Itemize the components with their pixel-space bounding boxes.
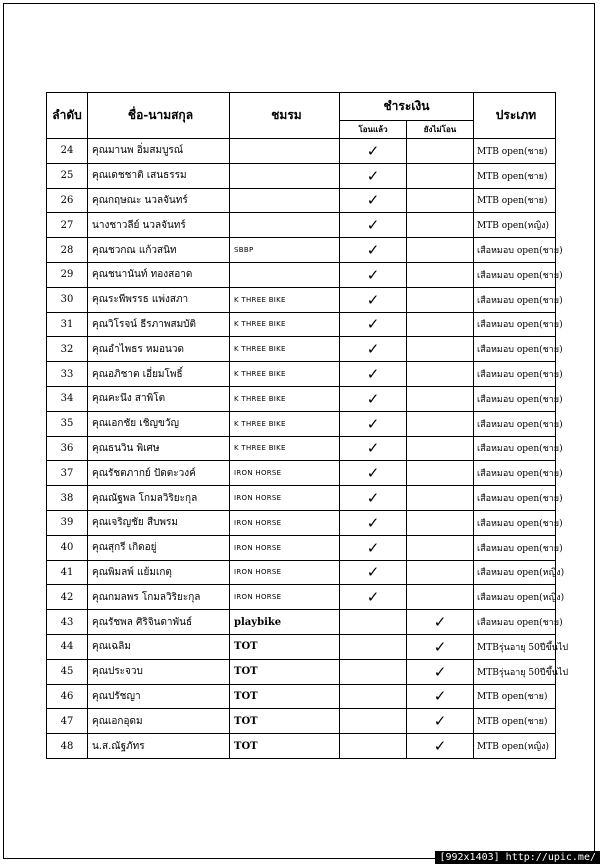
table-row	[47, 188, 556, 213]
row-type: เสือหมอบ open(ชาย)	[474, 486, 556, 511]
header-type: ประเภท	[474, 93, 556, 139]
row-paid-check	[340, 734, 407, 759]
table-row	[47, 659, 556, 684]
row-paid-check: ✓	[340, 312, 407, 337]
row-name: คุณมานพ อิ่มสมบูรณ์	[88, 139, 230, 164]
row-club: IRON HORSE	[230, 486, 340, 511]
row-club: playbike	[230, 610, 340, 635]
row-paid-check: ✓	[340, 461, 407, 486]
row-type: MTB open(หญิง)	[474, 734, 556, 759]
row-number: 32	[47, 337, 88, 362]
row-club: TOT	[230, 634, 340, 659]
header-club: ชมรม	[230, 93, 340, 139]
row-paid-check: ✓	[340, 436, 407, 461]
row-number: 41	[47, 560, 88, 585]
table-body	[47, 139, 569, 759]
row-unpaid-check	[407, 337, 474, 362]
row-unpaid-check	[407, 139, 474, 164]
header-paid: โอนแล้ว	[340, 121, 407, 139]
row-name: คุณปรัชญา	[88, 684, 230, 709]
row-number: 33	[47, 362, 88, 387]
row-unpaid-check	[407, 510, 474, 535]
row-name: คุณเดชชาติ เสนธรรม	[88, 163, 230, 188]
row-club: K THREE BIKE	[230, 436, 340, 461]
table-row	[47, 486, 556, 511]
row-name: น.ส.ณัฐภัทร	[88, 734, 230, 759]
row-number: 46	[47, 684, 88, 709]
row-paid-check: ✓	[340, 560, 407, 585]
table-row	[47, 436, 556, 461]
row-unpaid-check	[407, 362, 474, 387]
row-paid-check: ✓	[340, 535, 407, 560]
row-number: 31	[47, 312, 88, 337]
table-row	[47, 386, 556, 411]
row-type: เสือหมอบ open(ชาย)	[474, 610, 556, 635]
table-row	[47, 163, 556, 188]
row-paid-check: ✓	[340, 337, 407, 362]
row-type: เสือหมอบ open(หญิง)	[474, 560, 556, 585]
row-type: MTB open(ชาย)	[474, 188, 556, 213]
row-number: 27	[47, 213, 88, 238]
row-name: คุณณัฐพล โกมลวิริยะกุล	[88, 486, 230, 511]
row-unpaid-check	[407, 262, 474, 287]
row-club	[230, 188, 340, 213]
row-number: 42	[47, 585, 88, 610]
row-name: คุณเอกอุดม	[88, 709, 230, 734]
table-row	[47, 312, 556, 337]
registration-table	[46, 92, 569, 759]
row-name: คุณคะนึง สาพิโต	[88, 386, 230, 411]
row-club	[230, 262, 340, 287]
row-number: 29	[47, 262, 88, 287]
row-name: คุณวิโรจน์ ธีรภาพสมบัติ	[88, 312, 230, 337]
row-club: TOT	[230, 734, 340, 759]
table-row	[47, 585, 556, 610]
row-club: IRON HORSE	[230, 585, 340, 610]
row-unpaid-check	[407, 411, 474, 436]
row-unpaid-check: ✓	[407, 709, 474, 734]
table-row	[47, 461, 556, 486]
row-paid-check: ✓	[340, 386, 407, 411]
table-row	[47, 139, 556, 164]
table-row	[47, 411, 556, 436]
row-unpaid-check	[407, 585, 474, 610]
row-name: คุณกฤษณะ นวลจันทร์	[88, 188, 230, 213]
header-payment: ชำระเงิน	[340, 93, 474, 121]
row-type: MTB open(ชาย)	[474, 139, 556, 164]
row-paid-check: ✓	[340, 287, 407, 312]
row-type: เสือหมอบ open(ชาย)	[474, 262, 556, 287]
row-type: เสือหมอบ open(ชาย)	[474, 436, 556, 461]
row-club: IRON HORSE	[230, 510, 340, 535]
row-type: MTB open(ชาย)	[474, 709, 556, 734]
row-number: 45	[47, 659, 88, 684]
row-type: เสือหมอบ open(หญิง)	[474, 585, 556, 610]
row-paid-check: ✓	[340, 188, 407, 213]
row-paid-check	[340, 659, 407, 684]
row-club	[230, 139, 340, 164]
row-paid-check	[340, 684, 407, 709]
row-name: คุณระพีพรรธ แพ่งสภา	[88, 287, 230, 312]
table-row	[47, 560, 556, 585]
row-paid-check	[340, 610, 407, 635]
row-club: K THREE BIKE	[230, 337, 340, 362]
header-name: ชื่อ-นามสกุล	[88, 93, 230, 139]
row-paid-check: ✓	[340, 213, 407, 238]
row-type: MTB open(หญิง)	[474, 213, 556, 238]
row-unpaid-check	[407, 213, 474, 238]
row-paid-check	[340, 709, 407, 734]
row-paid-check: ✓	[340, 139, 407, 164]
table-row	[47, 510, 556, 535]
table-row	[47, 287, 556, 312]
table-row	[47, 709, 556, 734]
row-name: คุณประจวบ	[88, 659, 230, 684]
row-club: TOT	[230, 709, 340, 734]
row-number: 44	[47, 634, 88, 659]
row-type: เสือหมอบ open(ชาย)	[474, 238, 556, 263]
row-paid-check: ✓	[340, 585, 407, 610]
table-row	[47, 238, 556, 263]
row-unpaid-check: ✓	[407, 610, 474, 635]
row-number: 43	[47, 610, 88, 635]
row-type: เสือหมอบ open(ชาย)	[474, 312, 556, 337]
row-club: K THREE BIKE	[230, 362, 340, 387]
row-paid-check: ✓	[340, 238, 407, 263]
row-paid-check: ✓	[340, 163, 407, 188]
header-no: ลำดับ	[47, 93, 88, 139]
row-club: K THREE BIKE	[230, 386, 340, 411]
row-type: MTB open(ชาย)	[474, 163, 556, 188]
row-name: คุณเจริญชัย สืบพรม	[88, 510, 230, 535]
row-number: 38	[47, 486, 88, 511]
row-name: คุณธนวิน พิเศษ	[88, 436, 230, 461]
row-paid-check: ✓	[340, 362, 407, 387]
row-type: เสือหมอบ open(ชาย)	[474, 287, 556, 312]
row-number: 40	[47, 535, 88, 560]
row-unpaid-check	[407, 436, 474, 461]
row-number: 39	[47, 510, 88, 535]
row-type: เสือหมอบ open(ชาย)	[474, 535, 556, 560]
row-number: 24	[47, 139, 88, 164]
row-paid-check: ✓	[340, 486, 407, 511]
row-unpaid-check: ✓	[407, 634, 474, 659]
row-paid-check: ✓	[340, 510, 407, 535]
row-unpaid-check	[407, 163, 474, 188]
row-name: คุณชวกณ แก้วสนิท	[88, 238, 230, 263]
row-name: คุณรัชตภากย์ ปัดตะวงค์	[88, 461, 230, 486]
row-club: K THREE BIKE	[230, 411, 340, 436]
row-unpaid-check	[407, 238, 474, 263]
table-row	[47, 337, 556, 362]
row-type: เสือหมอบ open(ชาย)	[474, 411, 556, 436]
row-name: คุณชนานันท์ ทองสอาด	[88, 262, 230, 287]
row-type: เสือหมอบ open(ชาย)	[474, 510, 556, 535]
row-name: คุณเฉลิม	[88, 634, 230, 659]
row-name: นางชาวลีย์ นวลจันทร์	[88, 213, 230, 238]
row-club: K THREE BIKE	[230, 287, 340, 312]
row-club: IRON HORSE	[230, 560, 340, 585]
table-row	[47, 734, 556, 759]
row-club: SBBP	[230, 238, 340, 263]
row-unpaid-check	[407, 461, 474, 486]
row-unpaid-check: ✓	[407, 684, 474, 709]
row-paid-check: ✓	[340, 262, 407, 287]
row-unpaid-check	[407, 188, 474, 213]
row-name: คุณสุกรี เกิดอยู่	[88, 535, 230, 560]
row-club	[230, 213, 340, 238]
row-club	[230, 163, 340, 188]
row-paid-check	[340, 634, 407, 659]
row-club: IRON HORSE	[230, 535, 340, 560]
row-name: คุณรัชพล ศิริจินดาพันธ์	[88, 610, 230, 635]
header-unpaid: ยังไม่โอน	[407, 121, 474, 139]
table-row	[47, 634, 556, 659]
table-row	[47, 213, 556, 238]
table-row	[47, 535, 556, 560]
row-number: 47	[47, 709, 88, 734]
row-unpaid-check	[407, 486, 474, 511]
image-host-footer: [992x1403] http://upic.me/	[435, 851, 600, 864]
row-name: คุณอำไพธร หมอนวด	[88, 337, 230, 362]
table-row	[47, 610, 556, 635]
row-unpaid-check	[407, 535, 474, 560]
row-type: MTB open(ชาย)	[474, 684, 556, 709]
row-number: 30	[47, 287, 88, 312]
row-number: 25	[47, 163, 88, 188]
row-number: 28	[47, 238, 88, 263]
row-unpaid-check	[407, 287, 474, 312]
row-club: K THREE BIKE	[230, 312, 340, 337]
row-name: คุณเอกชัย เชิญขวัญ	[88, 411, 230, 436]
row-number: 34	[47, 386, 88, 411]
row-name: คุณกมลพร โกมลวิริยะกุล	[88, 585, 230, 610]
row-number: 36	[47, 436, 88, 461]
table-row	[47, 684, 556, 709]
row-number: 48	[47, 734, 88, 759]
table-row	[47, 262, 556, 287]
row-unpaid-check: ✓	[407, 734, 474, 759]
row-name: คุณพิมลพ์ แย้มเกตุ	[88, 560, 230, 585]
table-row	[47, 362, 556, 387]
row-unpaid-check	[407, 560, 474, 585]
row-unpaid-check	[407, 386, 474, 411]
row-number: 37	[47, 461, 88, 486]
row-club: IRON HORSE	[230, 461, 340, 486]
row-type: เสือหมอบ open(ชาย)	[474, 461, 556, 486]
row-type: เสือหมอบ open(ชาย)	[474, 337, 556, 362]
row-type: MTBรุ่นอายุ 50ปีขึ้นไป	[474, 634, 556, 659]
row-number: 26	[47, 188, 88, 213]
row-type: MTBรุ่นอายุ 50ปีขึ้นไป	[474, 659, 556, 684]
row-name: คุณอภิชาต เอี่ยมโพธิ์	[88, 362, 230, 387]
row-club: TOT	[230, 659, 340, 684]
row-unpaid-check: ✓	[407, 659, 474, 684]
row-paid-check: ✓	[340, 411, 407, 436]
row-type: เสือหมอบ open(ชาย)	[474, 386, 556, 411]
row-club: TOT	[230, 684, 340, 709]
row-unpaid-check	[407, 312, 474, 337]
row-type: เสือหมอบ open(ชาย)	[474, 362, 556, 387]
row-number: 35	[47, 411, 88, 436]
